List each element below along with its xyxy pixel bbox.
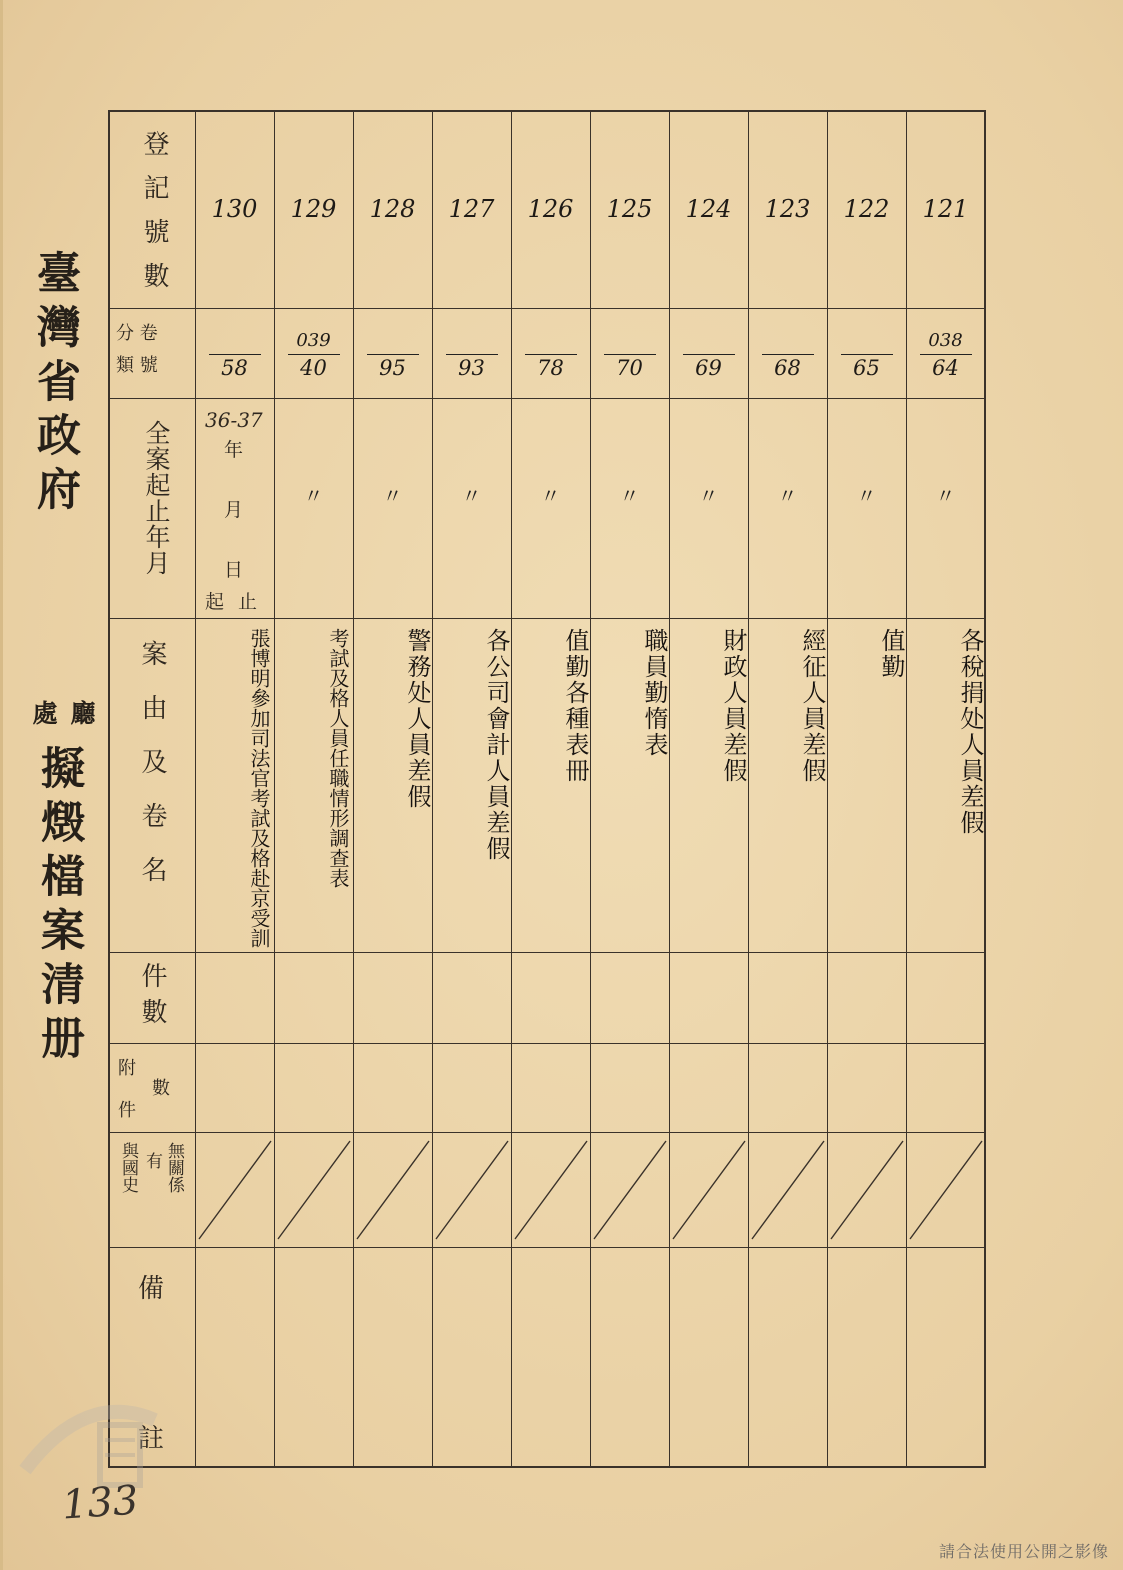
registration-number: 129 (290, 195, 337, 223)
period-ditto-mark: 〃 (382, 484, 403, 508)
history-slash (278, 1141, 350, 1239)
case-subject: 值勤 (877, 628, 905, 680)
period-ditto-mark: 〃 (303, 484, 324, 508)
case-subject: 經征人員差假 (798, 628, 826, 784)
class-number-bar (525, 354, 577, 355)
history-slash (594, 1141, 666, 1239)
registration-number: 128 (369, 195, 416, 223)
header-remarks-b: 註 (138, 1424, 165, 1454)
header-remarks-a: 備 (138, 1274, 165, 1304)
class-number-bar (841, 354, 893, 355)
header-history-f: 關 (164, 1159, 184, 1176)
history-slash (357, 1141, 429, 1239)
header-count: 件數 (137, 962, 167, 1034)
class-number-bar (209, 354, 261, 355)
case-subject: 值勤各種表冊 (561, 628, 589, 784)
period-year-label: 年 (224, 439, 244, 461)
history-slash (752, 1141, 824, 1239)
archive-stamp-icon (5, 1360, 165, 1500)
class-number-top: 039 (296, 330, 331, 351)
header-attach-a: 附 (118, 1058, 136, 1079)
case-subject: 各稅捐处人員差假 (956, 628, 984, 836)
agency-label-b: 處 (29, 700, 58, 725)
class-number-bottom: 40 (300, 356, 327, 380)
registration-number: 126 (527, 195, 574, 223)
class-number-top: 038 (928, 330, 963, 351)
class-number-bottom: 58 (221, 356, 248, 380)
period-ditto-mark: 〃 (777, 484, 798, 508)
period-start-label: 起 (205, 591, 225, 613)
header-reg-no: 登記號數 (139, 130, 169, 306)
history-slash (515, 1141, 587, 1239)
class-number-bar (762, 354, 814, 355)
class-number-bar (288, 354, 340, 355)
period-ditto-mark: 〃 (619, 484, 640, 508)
document-subtitle: 擬燬檔案清册 (33, 745, 84, 1069)
agency-label-a: 廳 (67, 700, 96, 725)
registration-number: 127 (448, 195, 495, 223)
registration-number: 122 (843, 195, 890, 223)
case-subject: 張博明參加司法官考試及格赴京受訓 (247, 628, 271, 948)
registration-number: 124 (685, 195, 732, 223)
period-ditto-mark: 〃 (935, 484, 956, 508)
case-subject: 職員勤惰表 (640, 628, 668, 758)
period-range: 36-37 (205, 408, 263, 432)
period-ditto-mark: 〃 (856, 484, 877, 508)
registration-number: 125 (606, 195, 653, 223)
registration-number: 121 (922, 195, 969, 223)
period-end-label: 止 (238, 591, 258, 613)
history-slash (199, 1141, 271, 1239)
period-ditto-mark: 〃 (461, 484, 482, 508)
case-subject: 考試及格人員任職情形調查表 (326, 628, 350, 888)
class-number-bottom: 93 (458, 356, 485, 380)
class-number-bottom: 78 (537, 356, 564, 380)
header-history-c: 史 (118, 1176, 138, 1193)
header-history-b: 國 (118, 1159, 138, 1176)
header-attach-b: 件 (118, 1100, 136, 1121)
row-divider (108, 618, 986, 619)
class-number-bar (683, 354, 735, 355)
row-divider (108, 308, 986, 309)
class-number-bottom: 69 (695, 356, 722, 380)
history-slash (436, 1141, 508, 1239)
header-class-no (116, 318, 158, 382)
row-divider (108, 1043, 986, 1044)
class-number-bottom: 65 (853, 356, 880, 380)
history-slash (831, 1141, 903, 1239)
case-subject: 各公司會計人員差假 (482, 628, 510, 862)
header-history-g: 係 (164, 1176, 184, 1193)
page-number: 133 (60, 1477, 140, 1529)
header-period: 全案起止年月 (142, 420, 171, 576)
class-number-bottom: 70 (616, 356, 643, 380)
history-diagonals (108, 1135, 986, 1245)
row-divider (108, 1247, 986, 1248)
period-day-label: 日 (224, 559, 244, 581)
period-month-label: 月 (224, 499, 244, 521)
header-history-a: 與 (118, 1142, 138, 1159)
period-ditto-mark: 〃 (698, 484, 719, 508)
history-slash (673, 1141, 745, 1239)
header-class-no-a: 分 卷 (116, 323, 158, 344)
watermark-notice: 請合法使用公開之影像 (938, 1542, 1109, 1561)
class-number-bottom: 95 (379, 356, 406, 380)
class-number-bar (446, 354, 498, 355)
case-subject: 財政人員差假 (719, 628, 747, 784)
row-divider (108, 1132, 986, 1133)
header-history-d: 無 (164, 1142, 184, 1159)
row-divider (108, 398, 986, 399)
header-history-e: 有 (142, 1152, 162, 1169)
header-class-no-b: 類 號 (116, 355, 158, 376)
class-number-bottom: 64 (932, 356, 959, 380)
header-subject: 案由及卷名 (137, 640, 167, 910)
row-divider (108, 952, 986, 953)
period-ditto-mark: 〃 (540, 484, 561, 508)
class-number-bar (604, 354, 656, 355)
header-attach-c: 數 (152, 1078, 170, 1099)
class-number-bar (367, 354, 419, 355)
history-slash (910, 1141, 982, 1239)
class-number-bottom: 68 (774, 356, 801, 380)
case-subject: 警務处人員差假 (403, 628, 431, 810)
registration-number: 123 (764, 195, 811, 223)
header-attachments (116, 1052, 192, 1130)
registration-number: 130 (211, 195, 258, 223)
document-title: 臺灣省政府 (29, 250, 80, 520)
class-number-bar (920, 354, 972, 355)
